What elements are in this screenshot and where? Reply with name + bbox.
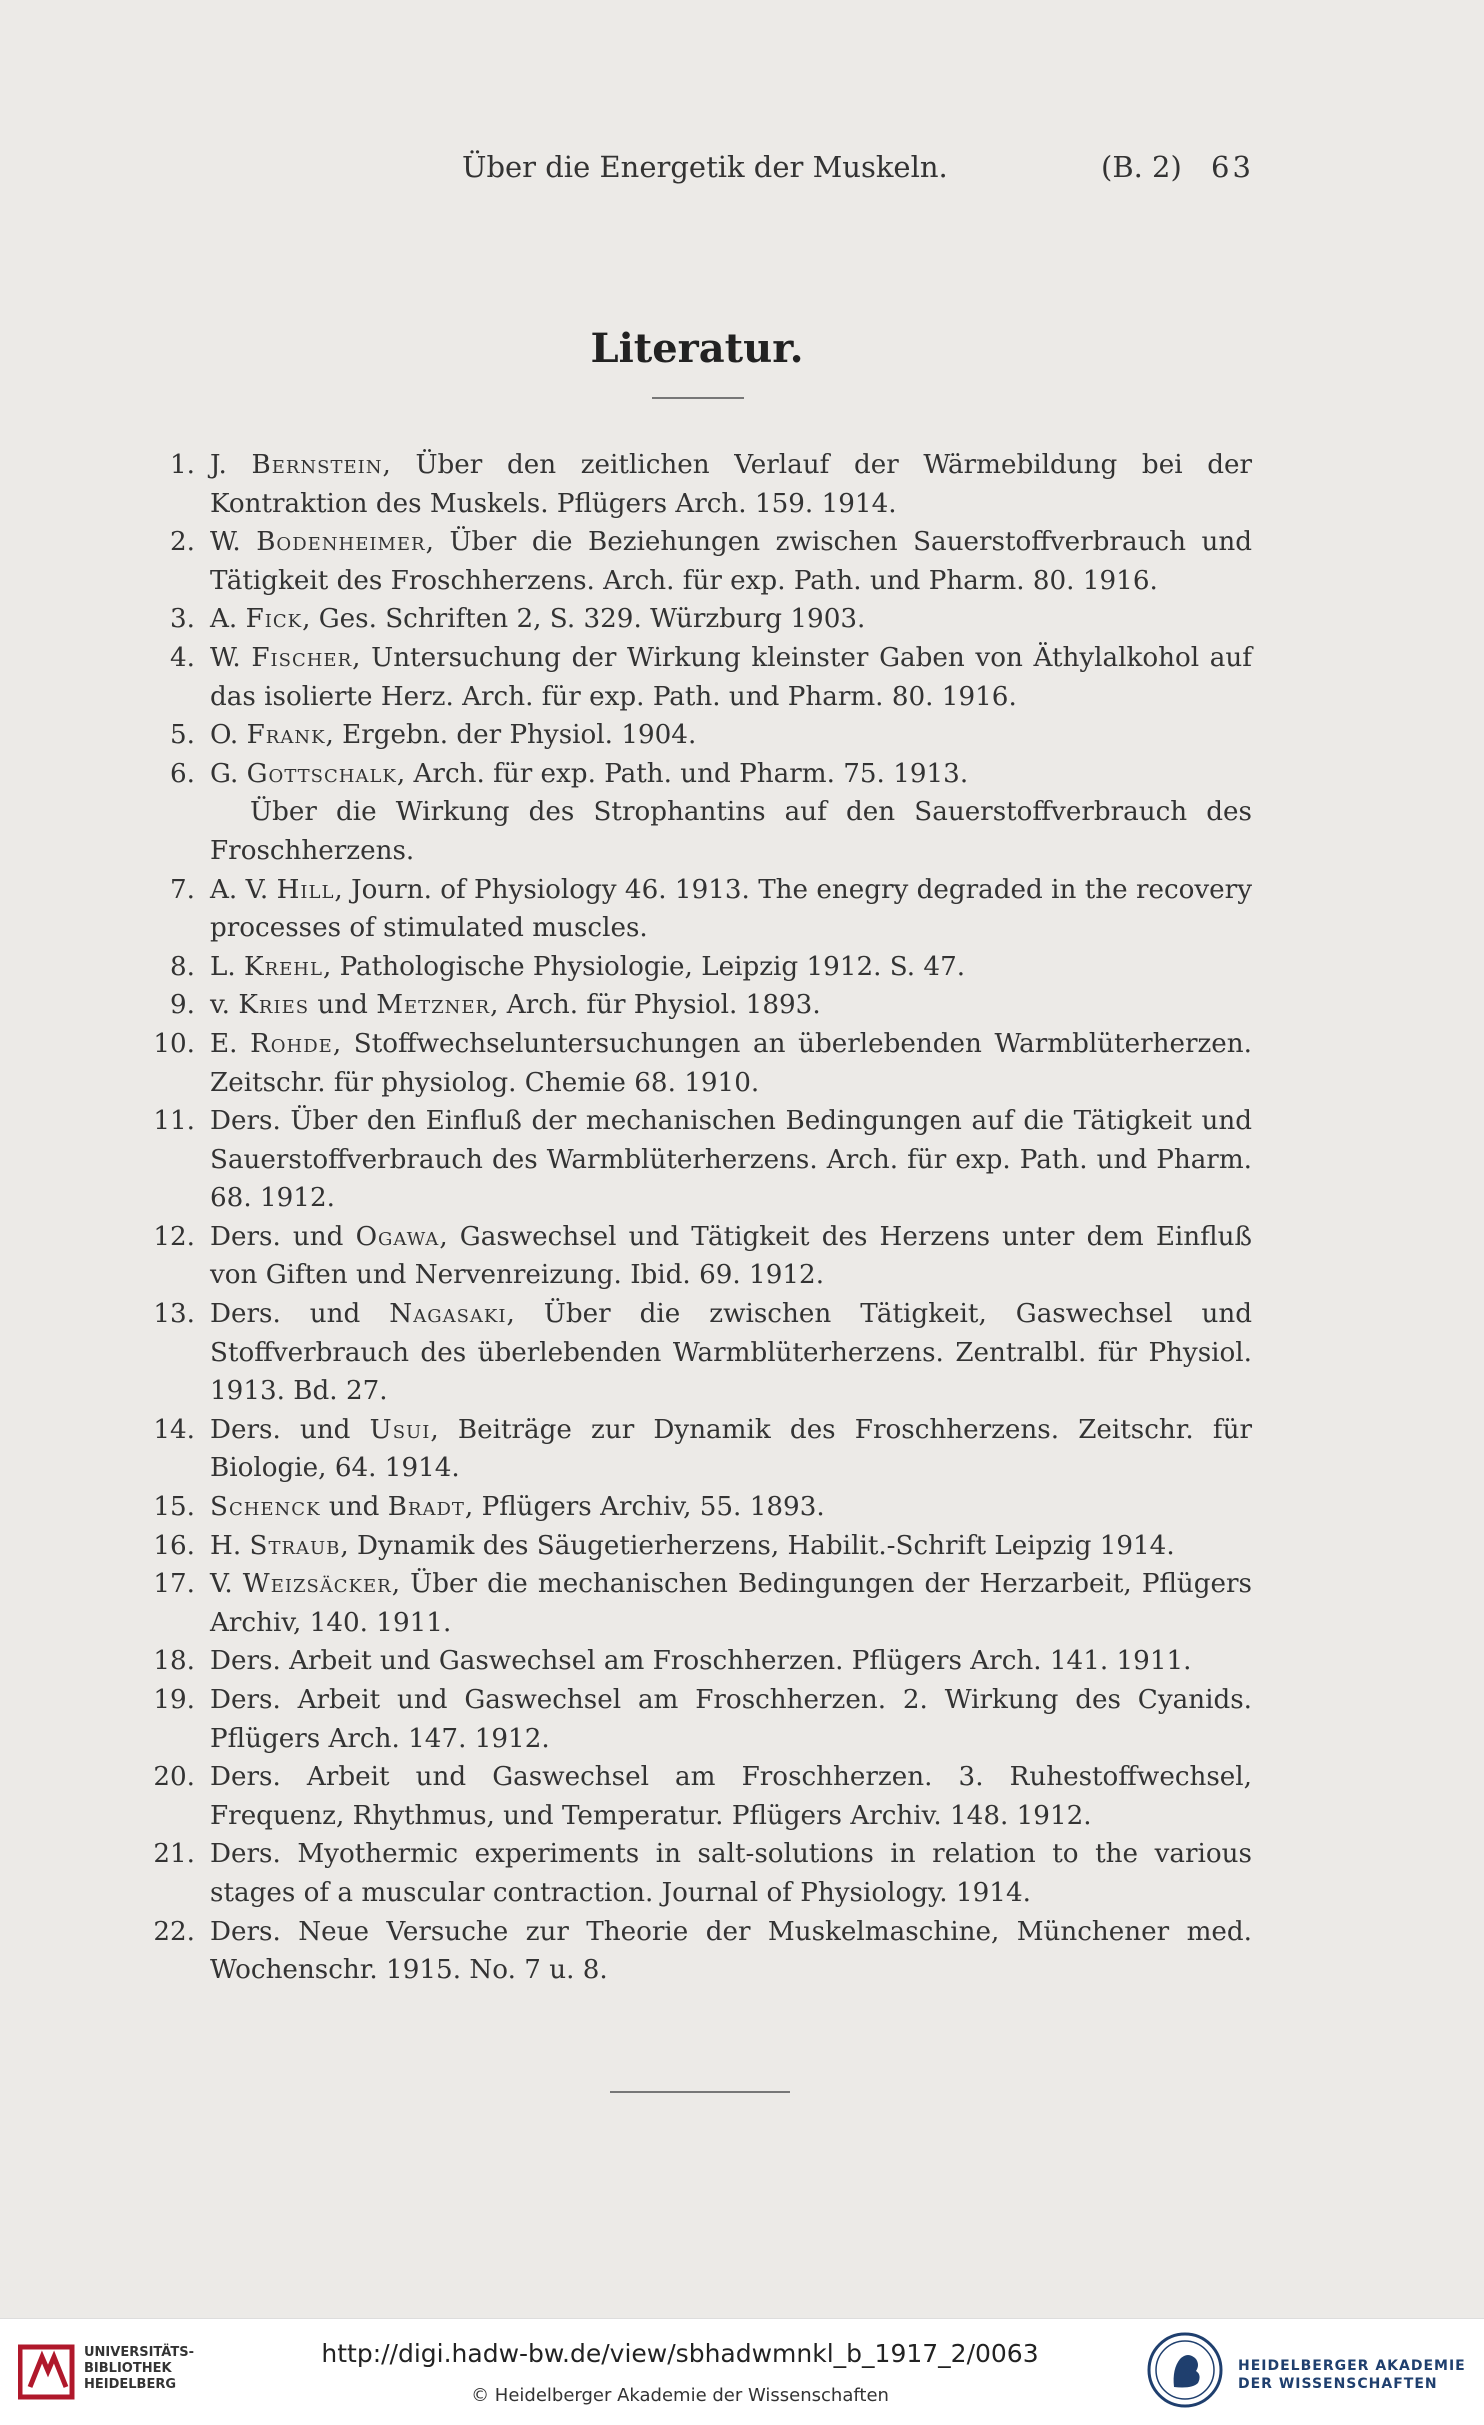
reference-text xyxy=(195,1527,1252,1566)
footer-bar xyxy=(0,2318,1484,2425)
reference-text xyxy=(195,871,1252,948)
copyright-notice: © Heidelberger Akademie der Wissenschaften xyxy=(471,2385,889,2406)
reference-fragment: , Gaswechsel und Tätigkeit des Herzens unter dem Einfluß von Giften und Nervenreizung. Ibid. 69. 1912. xyxy=(210,1221,1252,1291)
reference-item xyxy=(140,1025,1252,1102)
author-name: Fischer xyxy=(251,642,353,673)
reference-item xyxy=(140,986,1252,1025)
reference-text xyxy=(195,446,1252,523)
reference-item xyxy=(140,1527,1252,1566)
reference-text xyxy=(195,1102,1252,1218)
section-heading: Literatur. xyxy=(590,325,804,372)
reference-list xyxy=(140,446,1252,1990)
author-name: Metzner xyxy=(376,990,491,1021)
reference-item xyxy=(140,948,1252,987)
permalink-url[interactable]: http://digi.hadw-bw.de/view/sbhadwmnkl_b_1917_2/0063 xyxy=(321,2339,1039,2368)
running-head xyxy=(0,150,1484,190)
reference-item xyxy=(140,1758,1252,1835)
reference-fragment: J. xyxy=(210,450,252,480)
academy-seal-icon xyxy=(1146,2331,1224,2409)
end-rule xyxy=(610,2091,790,2093)
author-name: Schenck xyxy=(210,1492,321,1523)
reference-number: 16. xyxy=(153,1530,195,1561)
author-name: Ogawa xyxy=(355,1221,440,1252)
reference-number: 2. xyxy=(170,527,195,558)
reference-text xyxy=(195,755,1252,871)
reference-item xyxy=(140,1488,1252,1527)
author-name: Fick xyxy=(245,604,303,635)
reference-text xyxy=(195,1295,1252,1411)
reference-number: 10. xyxy=(153,1028,195,1059)
reference-item xyxy=(140,1835,1252,1912)
reference-item xyxy=(140,523,1252,600)
reference-fragment: W. xyxy=(210,527,257,558)
reference-text xyxy=(195,1218,1252,1295)
reference-fragment: Ders. Arbeit und Gaswechsel am Froschherzen. 3. Ruhestoffwechsel, Frequenz, Rhythmus, und Temperatur. Pflügers Archiv. 148. 1912. xyxy=(210,1762,1252,1831)
reference-fragment: , Arch. für Physiol. 1893. xyxy=(490,990,821,1021)
reference-fragment: O. xyxy=(210,720,247,751)
reference-fragment: und xyxy=(309,990,377,1021)
reference-text xyxy=(195,1913,1252,1990)
author-name: Rohde xyxy=(250,1028,333,1059)
reference-text xyxy=(195,1025,1252,1102)
author-name: Bernstein xyxy=(251,450,383,480)
reference-fragment: A. xyxy=(210,604,246,635)
author-name: Kries xyxy=(238,990,310,1021)
reference-fragment: E. xyxy=(210,1028,251,1059)
reference-item xyxy=(140,1411,1252,1488)
reference-number: 17. xyxy=(153,1569,195,1600)
reference-fragment: und xyxy=(320,1492,388,1523)
author-name: Hill xyxy=(276,874,335,905)
reference-number: 7. xyxy=(170,874,195,905)
academy-logo-text: HEIDELBERGER AKADEMIE DER WISSENSCHAFTEN xyxy=(1238,2358,1466,2392)
reference-number: 14. xyxy=(153,1414,195,1445)
reference-fragment: Ders. Arbeit und Gaswechsel am Froschherzen. 2. Wirkung des Cyanids. Pflügers Arch. 147. 1912. xyxy=(210,1685,1252,1754)
library-logo-text: UNIVERSITÄTS- BIBLIOTHEK HEIDELBERG xyxy=(84,2345,194,2392)
reference-text xyxy=(195,1411,1252,1488)
reference-number: 18. xyxy=(153,1646,195,1677)
reference-text xyxy=(195,1488,1252,1527)
reference-number: 1. xyxy=(170,450,195,480)
reference-number: 20. xyxy=(153,1762,195,1793)
reference-fragment: H. xyxy=(210,1530,250,1561)
author-name: Usui xyxy=(369,1414,431,1445)
reference-fragment: , Dynamik des Säugetierherzens, Habilit.-Schrift Leipzig 1914. xyxy=(340,1530,1175,1561)
reference-item xyxy=(140,755,1252,871)
author-name: Straub xyxy=(249,1530,341,1561)
reference-number: 21. xyxy=(153,1839,195,1870)
reference-item xyxy=(140,1913,1252,1990)
reference-item xyxy=(140,871,1252,948)
reference-fragment: Ders. Über den Einfluß der mechanischen Bedingungen auf die Tätigkeit und Sauerstoffverbrauch des Warmblüterherzens. Arch. für exp. Path. und Pharm. 68. 1912. xyxy=(210,1106,1252,1214)
reference-fragment: , Pflügers Archiv, 55. 1893. xyxy=(464,1492,825,1523)
reference-fragment: , Über die Beziehungen zwischen Sauerstoffverbrauch und Tätigkeit des Froschherzens. Arch. für exp. Path. und Pharm. 80. 1916. xyxy=(210,527,1252,596)
reference-number: 3. xyxy=(170,604,195,635)
reference-item xyxy=(140,1102,1252,1218)
reference-fragment: Ders. Arbeit und Gaswechsel am Froschherzen. Pflügers Arch. 141. 1911. xyxy=(210,1646,1192,1677)
reference-text xyxy=(195,1758,1252,1835)
reference-item xyxy=(140,716,1252,755)
page-number: 63 xyxy=(1211,150,1254,184)
author-name: Bodenheimer xyxy=(256,527,426,558)
reference-fragment: , Untersuchung der Wirkung kleinster Gaben von Äthylalkohol auf das isolierte Herz. Arch. für exp. Path. und Pharm. 80. 1916. xyxy=(210,642,1252,712)
reference-item xyxy=(140,446,1252,523)
reference-fragment: , Über den zeitlichen Verlauf der Wärmebildung bei der Kontraktion des Muskels. Pflügers Arch. 159. 1914. xyxy=(210,450,1252,519)
reference-fragment: Ders. und xyxy=(210,1414,370,1445)
reference-item xyxy=(140,1218,1252,1295)
reference-continuation: Über die Wirkung des Strophantins auf den Sauerstoffverbrauch des Froschherzens. xyxy=(210,797,1252,866)
reference-fragment: A. V. xyxy=(210,874,277,905)
reference-text xyxy=(195,716,1252,755)
reference-number: 11. xyxy=(153,1106,195,1137)
reference-number: 12. xyxy=(153,1221,195,1252)
reference-fragment: , Journ. of Physiology 46. 1913. The enegry degraded in the recovery processes of stimulated muscles. xyxy=(210,874,1252,944)
author-name: Gottschalk xyxy=(246,758,397,789)
reference-number: 8. xyxy=(170,951,195,982)
reference-fragment: Ders. und xyxy=(210,1221,356,1252)
reference-fragment: , Ergebn. der Physiol. 1904. xyxy=(325,720,697,751)
reference-fragment: , Stoffwechseluntersuchungen an überlebenden Warmblüterherzen. Zeitschr. für physiolog. Chemie 68. 1910. xyxy=(210,1028,1252,1098)
reference-fragment: W. xyxy=(210,642,252,673)
reference-fragment: , Ges. Schriften 2, S. 329. Würzburg 1903. xyxy=(302,604,866,635)
reference-text xyxy=(195,948,1252,987)
reference-fragment: , Arch. für exp. Path. und Pharm. 75. 1913. xyxy=(396,758,969,789)
heading-rule xyxy=(652,397,744,399)
reference-text xyxy=(195,639,1252,716)
reference-text xyxy=(195,1642,1252,1681)
reference-item xyxy=(140,639,1252,716)
reference-item xyxy=(140,1565,1252,1642)
reference-item xyxy=(140,600,1252,639)
author-name: Nagasaki xyxy=(389,1299,507,1330)
reference-fragment: Ders. und xyxy=(210,1299,390,1330)
reference-item xyxy=(140,1295,1252,1411)
reference-text xyxy=(195,986,1252,1025)
reference-fragment: , Beiträge zur Dynamik des Froschherzens. Zeitschr. für Biologie, 64. 1914. xyxy=(210,1414,1252,1484)
author-name: Frank xyxy=(246,720,326,751)
reference-fragment: , Über die mechanischen Bedingungen der Herzarbeit, Pflügers Archiv, 140. 1911. xyxy=(210,1569,1252,1638)
reference-text xyxy=(195,1681,1252,1758)
reference-number: 6. xyxy=(170,758,195,789)
reference-fragment: , Über die zwischen Tätigkeit, Gaswechsel und Stoffverbrauch des überlebenden Warmblüterherzens. Zentralbl. für Physiol. 1913. Bd. 27. xyxy=(210,1299,1253,1407)
reference-number: 5. xyxy=(170,720,195,751)
academy-logo[interactable] xyxy=(1140,2327,1480,2417)
reference-fragment: L. xyxy=(210,951,245,982)
reference-fragment: v. xyxy=(210,990,239,1021)
reference-item xyxy=(140,1642,1252,1681)
reference-fragment: V. xyxy=(210,1569,243,1600)
reference-text xyxy=(195,1835,1252,1912)
reference-number: 15. xyxy=(153,1492,195,1523)
reference-number: 22. xyxy=(153,1916,195,1947)
reference-text xyxy=(195,600,1252,639)
reference-number: 19. xyxy=(153,1685,195,1715)
university-library-logo[interactable] xyxy=(14,2333,194,2413)
author-name: Weizsäcker xyxy=(242,1569,392,1600)
reference-text xyxy=(195,1565,1252,1642)
reference-number: 9. xyxy=(170,990,195,1021)
reference-fragment: , Pathologische Physiologie, Leipzig 1912. S. 47. xyxy=(322,951,966,982)
reference-item xyxy=(140,1681,1252,1758)
reference-fragment: Ders. Myothermic experiments in salt-solutions in relation to the various stages of a muscular contraction. Journal of Physiology. 1914. xyxy=(210,1839,1252,1908)
reference-number: 13. xyxy=(153,1299,195,1330)
running-head-reference: (B. 2) xyxy=(1101,150,1182,184)
reference-text xyxy=(195,523,1252,600)
author-name: Bradt xyxy=(387,1492,465,1523)
reference-number: 4. xyxy=(170,642,195,673)
library-emblem-icon xyxy=(18,2341,78,2403)
reference-fragment: G. xyxy=(210,758,247,789)
reference-fragment: Ders. Neue Versuche zur Theorie der Muskelmaschine, Münchener med. Wochenschr. 1915. No. 7 u. 8. xyxy=(210,1916,1252,1986)
author-name: Krehl xyxy=(244,951,323,982)
running-head-title: Über die Energetik der Muskeln. xyxy=(462,150,948,184)
